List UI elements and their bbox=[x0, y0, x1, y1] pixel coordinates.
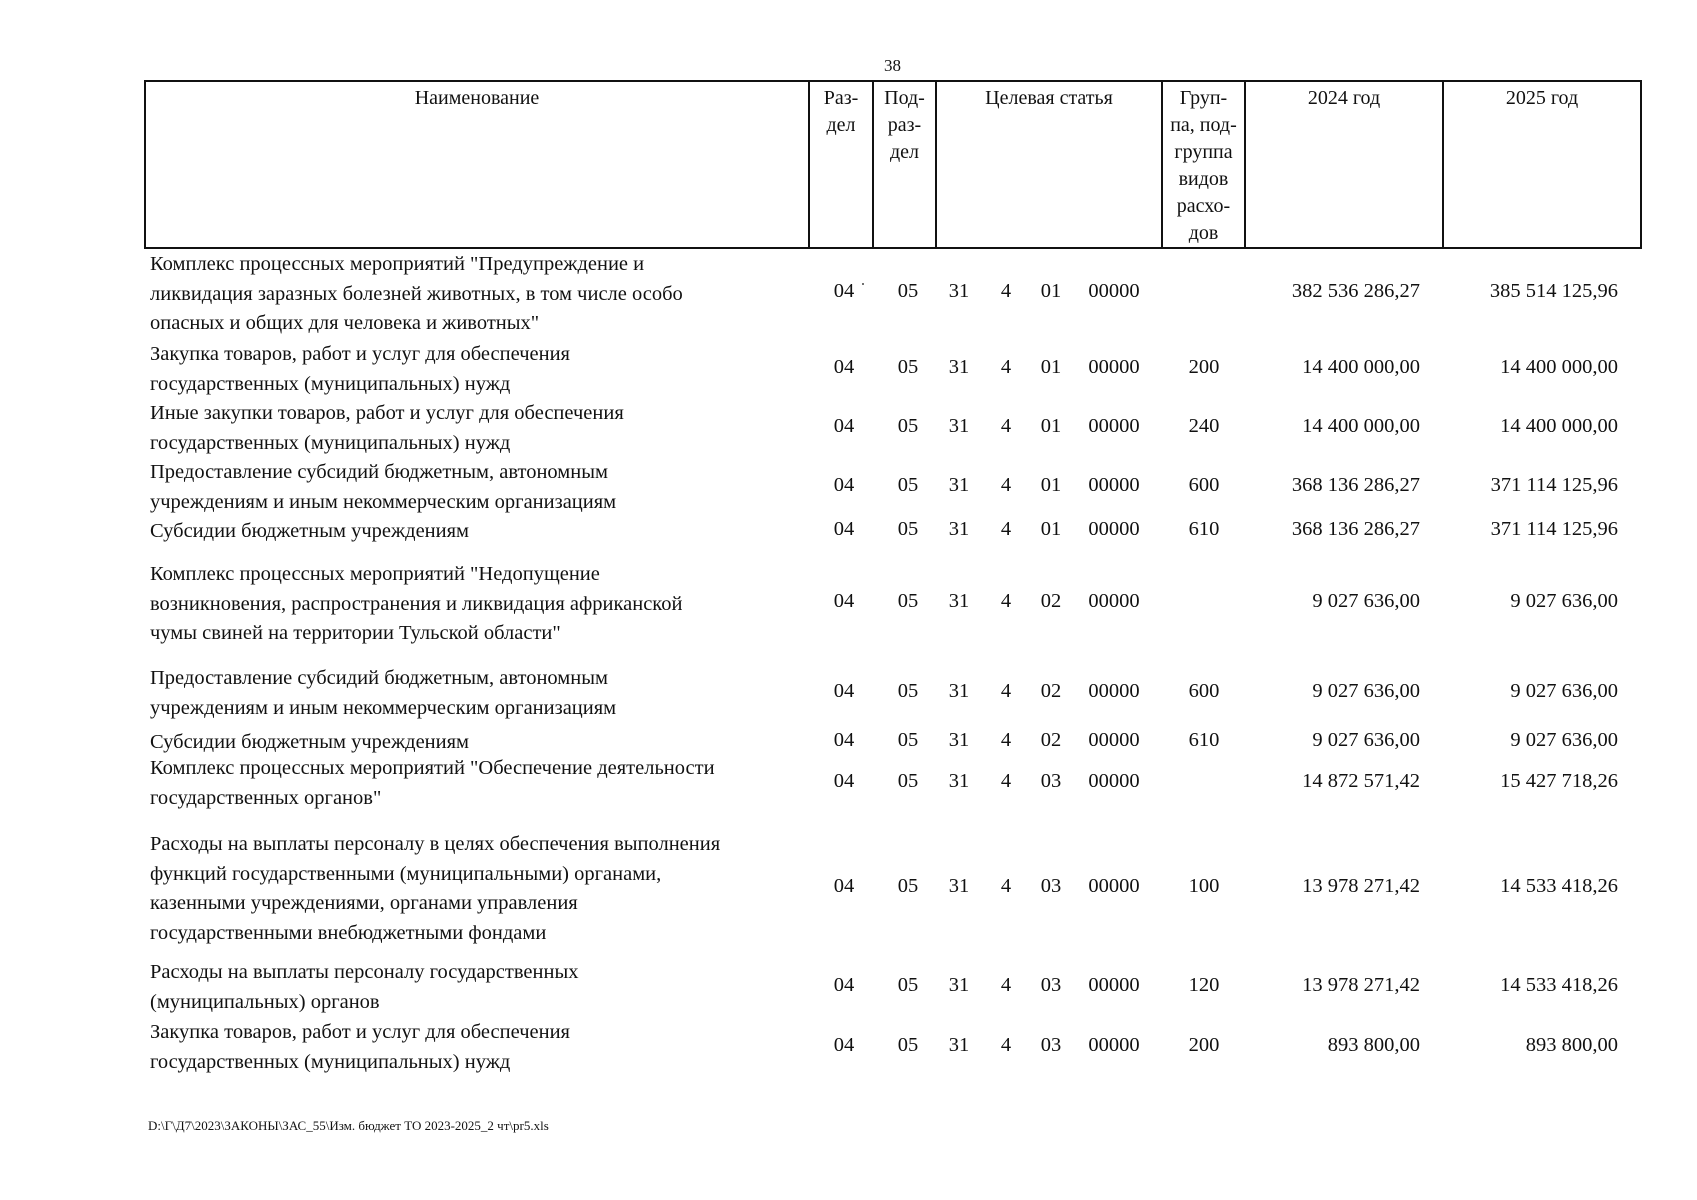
row-target-2: 4 bbox=[1000, 875, 1012, 897]
row-podrazdel: 05 bbox=[897, 769, 919, 792]
row-value-2025: 385 514 125,96 bbox=[1489, 280, 1618, 303]
row-target-2: 4 bbox=[1000, 728, 1012, 751]
row-target-3: 02 bbox=[1040, 679, 1062, 702]
row-name: Субсидии бюджетным учреждениям bbox=[150, 520, 470, 542]
row-value-2025: 15 427 718,26 bbox=[1500, 769, 1618, 792]
row-podrazdel: 05 bbox=[897, 280, 919, 303]
row-target-4: 00000 bbox=[1088, 414, 1140, 437]
table-row bbox=[144, 754, 1644, 813]
row-target-1: 31 bbox=[948, 973, 970, 996]
row-target-4: 00000 bbox=[1088, 679, 1140, 702]
row-name: Субсидии бюджетным учреждениям bbox=[150, 731, 470, 753]
row-target-4: 00000 bbox=[1088, 728, 1140, 751]
row-podrazdel: 05 bbox=[897, 473, 919, 496]
row-value-2025: 14 400 000,00 bbox=[1500, 414, 1618, 437]
row-target-2: 4 bbox=[1000, 973, 1012, 996]
row-podrazdel: 05 bbox=[897, 1033, 919, 1056]
row-razdel: 04 bbox=[833, 769, 855, 792]
row-target-4: 00000 bbox=[1088, 473, 1140, 496]
table-row bbox=[144, 458, 1644, 517]
row-target-2: 4 bbox=[1000, 679, 1012, 702]
row-target-2: 4 bbox=[1000, 1033, 1012, 1056]
table-row bbox=[144, 560, 1644, 649]
row-target-1: 31 bbox=[948, 355, 970, 378]
table-row bbox=[144, 958, 1644, 1017]
row-name: Предоставление субсидий бюджетным, автономным учреждениям и иным некоммерческим организациям bbox=[150, 667, 617, 719]
row-value-2024: 9 027 636,00 bbox=[1312, 590, 1420, 613]
header-2025: 2025 год bbox=[1505, 87, 1579, 109]
row-podrazdel: 05 bbox=[897, 875, 919, 897]
row-target-4: 00000 bbox=[1088, 517, 1140, 540]
row-value-2025: 9 027 636,00 bbox=[1510, 590, 1618, 613]
row-target-3: 01 bbox=[1040, 473, 1062, 496]
row-target-1: 31 bbox=[948, 1033, 970, 1056]
row-target-1: 31 bbox=[948, 473, 970, 496]
header-target-article: Целевая статья bbox=[937, 82, 1163, 247]
row-target-4: 00000 bbox=[1088, 1033, 1140, 1056]
row-target-3: 03 bbox=[1040, 769, 1062, 792]
row-target-2: 4 bbox=[1000, 517, 1012, 540]
row-podrazdel: 05 bbox=[897, 728, 919, 751]
row-target-4: 00000 bbox=[1088, 590, 1140, 613]
row-razdel: 04 bbox=[833, 473, 855, 496]
row-name: Комплекс процессных мероприятий "Предупреждение и ликвидация заразных болезней животных, в том числе особо опасных и общих для человека и животных" bbox=[150, 253, 683, 334]
row-razdel: 04 bbox=[833, 875, 855, 897]
table-row bbox=[144, 664, 1644, 723]
row-value-2025: 371 114 125,96 bbox=[1490, 517, 1618, 540]
row-target-3: 01 bbox=[1040, 517, 1062, 540]
row-podrazdel: 05 bbox=[897, 590, 919, 613]
header-podrazdel: Под- раз- дел bbox=[874, 82, 937, 247]
row-podrazdel: 05 bbox=[897, 414, 919, 437]
row-target-4: 00000 bbox=[1088, 973, 1140, 996]
header-razdel: Раз- дел bbox=[810, 82, 874, 247]
row-razdel: 04 bbox=[833, 414, 855, 437]
row-expense-group: 240 bbox=[1188, 414, 1220, 437]
row-razdel: 04 bbox=[833, 1033, 855, 1056]
row-target-3: 01 bbox=[1040, 355, 1062, 378]
row-target-2: 4 bbox=[1000, 280, 1012, 303]
page-number: 38 bbox=[884, 56, 901, 75]
row-value-2024: 14 400 000,00 bbox=[1302, 355, 1420, 378]
row-expense-group: 200 bbox=[1188, 1033, 1220, 1056]
row-value-2024: 14 872 571,42 bbox=[1302, 769, 1420, 792]
row-target-1: 31 bbox=[948, 414, 970, 437]
table-header bbox=[144, 80, 1642, 249]
row-podrazdel: 05 bbox=[897, 355, 919, 378]
row-target-1: 31 bbox=[948, 769, 970, 792]
row-target-3: 02 bbox=[1040, 590, 1062, 613]
row-target-2: 4 bbox=[1000, 590, 1012, 613]
row-value-2025: 14 400 000,00 bbox=[1500, 355, 1618, 378]
row-expense-group: 120 bbox=[1188, 973, 1220, 996]
header-expense-group: Груп- па, под- группа видов расхо- дов bbox=[1163, 82, 1246, 247]
header-name: Наименование bbox=[146, 82, 810, 247]
row-expense-group: 610 bbox=[1188, 517, 1220, 540]
row-expense-group: 100 bbox=[1188, 875, 1220, 897]
row-target-3: 03 bbox=[1040, 1033, 1062, 1056]
table-row bbox=[144, 250, 1644, 339]
row-value-2024: 382 536 286,27 bbox=[1291, 280, 1420, 303]
row-value-2025: 9 027 636,00 bbox=[1510, 679, 1618, 702]
row-value-2025: 9 027 636,00 bbox=[1510, 728, 1618, 751]
row-value-2025: 893 800,00 bbox=[1525, 1033, 1618, 1056]
header-2024: 2024 год bbox=[1246, 82, 1444, 247]
row-target-1: 31 bbox=[948, 590, 970, 613]
row-value-2024: 368 136 286,27 bbox=[1291, 517, 1420, 540]
row-value-2024: 9 027 636,00 bbox=[1312, 679, 1420, 702]
row-value-2024: 893 800,00 bbox=[1327, 1033, 1420, 1056]
row-target-3: 03 bbox=[1040, 973, 1062, 996]
row-target-4: 00000 bbox=[1088, 355, 1140, 378]
row-target-2: 4 bbox=[1000, 769, 1012, 792]
row-value-2025: 14 533 418,26 bbox=[1500, 875, 1618, 897]
row-target-3: 01 bbox=[1040, 414, 1062, 437]
row-expense-group: 600 bbox=[1188, 679, 1220, 702]
row-target-4: 00000 bbox=[1088, 875, 1140, 897]
row-target-3: 03 bbox=[1040, 875, 1062, 897]
row-target-3: 02 bbox=[1040, 728, 1062, 751]
row-name: Расходы на выплаты персоналу государственных (муниципальных) органов bbox=[150, 961, 579, 1013]
row-target-2: 4 bbox=[1000, 355, 1012, 378]
row-name: Закупка товаров, работ и услуг для обеспечения государственных (муниципальных) нужд bbox=[150, 1021, 570, 1073]
row-target-4: 00000 bbox=[1088, 280, 1140, 303]
file-path-footer: D:\Г\Д7\2023\ЗАКОНЫ\ЗАС_55\Изм. бюджет ТО 2023-2025_2 чт\pr5.xls bbox=[148, 1118, 549, 1133]
row-razdel: 04 bbox=[833, 973, 855, 996]
row-razdel: 04 bbox=[833, 590, 855, 613]
row-value-2024: 9 027 636,00 bbox=[1312, 728, 1420, 751]
row-target-1: 31 bbox=[948, 875, 970, 897]
row-target-1: 31 bbox=[948, 280, 970, 303]
row-target-3: 01 bbox=[1040, 280, 1062, 303]
table-row bbox=[144, 517, 1644, 547]
row-target-1: 31 bbox=[948, 728, 970, 751]
row-podrazdel: 05 bbox=[897, 517, 919, 540]
row-razdel: 04 bbox=[833, 355, 855, 378]
row-target-2: 4 bbox=[1000, 473, 1012, 496]
row-podrazdel: 05 bbox=[897, 973, 919, 996]
row-razdel: 04 bbox=[833, 280, 855, 303]
table-row bbox=[144, 399, 1644, 458]
row-razdel: 04 bbox=[833, 728, 855, 751]
row-expense-group: 200 bbox=[1188, 355, 1220, 378]
row-target-1: 31 bbox=[948, 679, 970, 702]
row-target-2: 4 bbox=[1000, 414, 1012, 437]
row-name: Комплекс процессных мероприятий "Недопущение возникновения, распространения и ликвидация африканской чумы свиней на территории Тульской области" bbox=[150, 563, 683, 644]
row-target-1: 31 bbox=[948, 517, 970, 540]
row-expense-group: 600 bbox=[1188, 473, 1220, 496]
row-value-2024: 13 978 271,42 bbox=[1302, 875, 1420, 897]
table-row bbox=[144, 1018, 1644, 1077]
table-row bbox=[144, 340, 1644, 399]
row-razdel: 04 bbox=[833, 517, 855, 540]
row-name: Расходы на выплаты персоналу в целях обеспечения выполнения функций государственными (муниципальными) органами, казенными учреждениями, органами управления государственными внебюджетными фондами bbox=[150, 833, 721, 944]
row-name: Иные закупки товаров, работ и услуг для обеспечения государственных (муниципальных) нужд bbox=[150, 402, 624, 454]
row-value-2025: 371 114 125,96 bbox=[1490, 473, 1618, 496]
table-row bbox=[144, 830, 1644, 948]
row-name: Предоставление субсидий бюджетным, автономным учреждениям и иным некоммерческим организациям bbox=[150, 461, 617, 513]
row-name: Комплекс процессных мероприятий "Обеспечение деятельности государственных органов" bbox=[150, 757, 715, 809]
row-value-2024: 13 978 271,42 bbox=[1302, 973, 1420, 996]
row-expense-group: 610 bbox=[1188, 728, 1220, 751]
row-value-2024: 368 136 286,27 bbox=[1291, 473, 1420, 496]
row-value-2025: 14 533 418,26 bbox=[1500, 973, 1618, 996]
row-value-2024: 14 400 000,00 bbox=[1302, 414, 1420, 437]
row-podrazdel: 05 bbox=[897, 679, 919, 702]
row-target-4: 00000 bbox=[1088, 769, 1140, 792]
row-razdel: 04 bbox=[833, 679, 855, 702]
row-name: Закупка товаров, работ и услуг для обеспечения государственных (муниципальных) нужд bbox=[150, 343, 570, 395]
